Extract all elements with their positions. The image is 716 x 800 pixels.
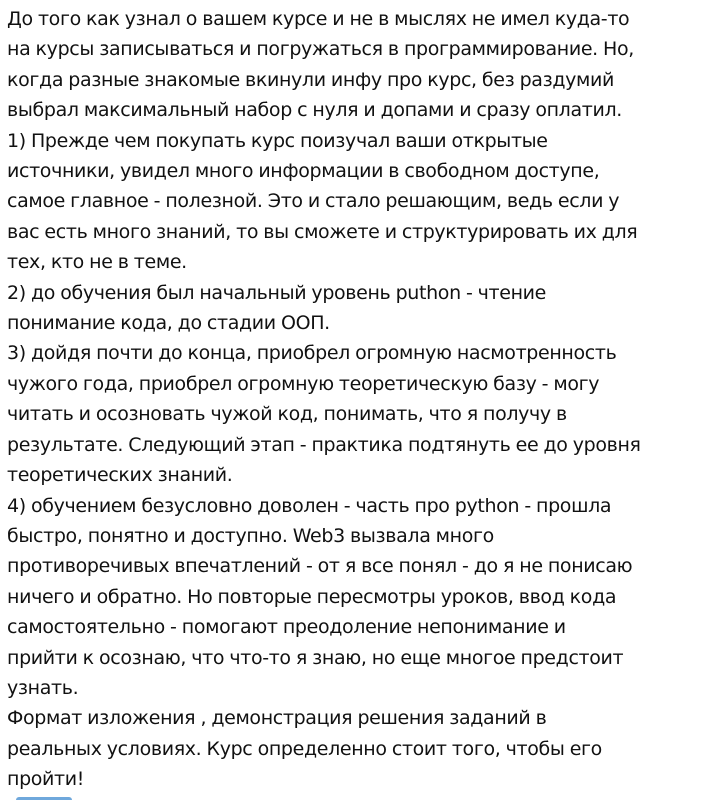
message-line: реальных условиях. Курс определенно стоит того, чтобы его bbox=[7, 737, 602, 760]
message-line: читать и осозновать чужой код, понимать, что я получу в bbox=[7, 403, 567, 426]
message-line: ничего и обратно. Но повторые пересмотры уроков, ввод кода bbox=[7, 585, 617, 608]
message-line: результате. Следующий этап - практика подтянуть ее до уровня bbox=[7, 433, 641, 456]
message-line: 4) обучением безусловно доволен - часть про python - прошла bbox=[7, 494, 612, 517]
message-line: тех, кто не в теме. bbox=[7, 251, 187, 274]
message-line: выбрал максимальный набор с нуля и допами и сразу оплатил. bbox=[7, 99, 622, 122]
message-line: самое главное - полезной. Это и стало решающим, ведь если у bbox=[7, 190, 620, 213]
message-line: быстро, понятно и доступно. Web3 вызвала много bbox=[7, 524, 494, 547]
message-line: 1) Прежде чем покупать курс поизучал ваши открытые bbox=[7, 129, 548, 152]
message-line: чужого года, приобрел огромную теоретическую базу - могу bbox=[7, 372, 600, 395]
message-line: на курсы записываться и погружаться в программирование. Но, bbox=[7, 38, 634, 61]
message-line: пройти! bbox=[7, 768, 85, 791]
message-line: самостоятельно - помогают преодоление непонимание и bbox=[7, 616, 566, 639]
message-line: Формат изложения , демонстрация решения заданий в bbox=[7, 707, 547, 730]
message-line: теоретических знаний. bbox=[7, 464, 233, 487]
message-line: вас есть много знаний, то вы сможете и структурировать их для bbox=[7, 220, 638, 243]
message-line: узнать. bbox=[7, 676, 79, 699]
message-line: когда разные знакомые вкинули инфу про курс, без раздумий bbox=[7, 68, 614, 91]
message-line: До того как узнал о вашем курсе и не в мыслях не имел куда-то bbox=[7, 8, 630, 30]
message-line: 2) до обучения был начальный уровень puthon - чтение bbox=[7, 281, 546, 304]
message-line: противоречивых впечатлений - от я все понял - до я не понисаю bbox=[7, 555, 633, 578]
message-line: 3) дойдя почти до конца, приобрел огромную насмотренность bbox=[7, 342, 617, 365]
message-line: источники, увидел много информации в свободном доступе, bbox=[7, 160, 600, 183]
message-line: прийти к осознаю, что что-то я знаю, но еще многое предстоит bbox=[7, 646, 624, 669]
message-line: понимание кода, до стадии ООП. bbox=[7, 312, 330, 335]
